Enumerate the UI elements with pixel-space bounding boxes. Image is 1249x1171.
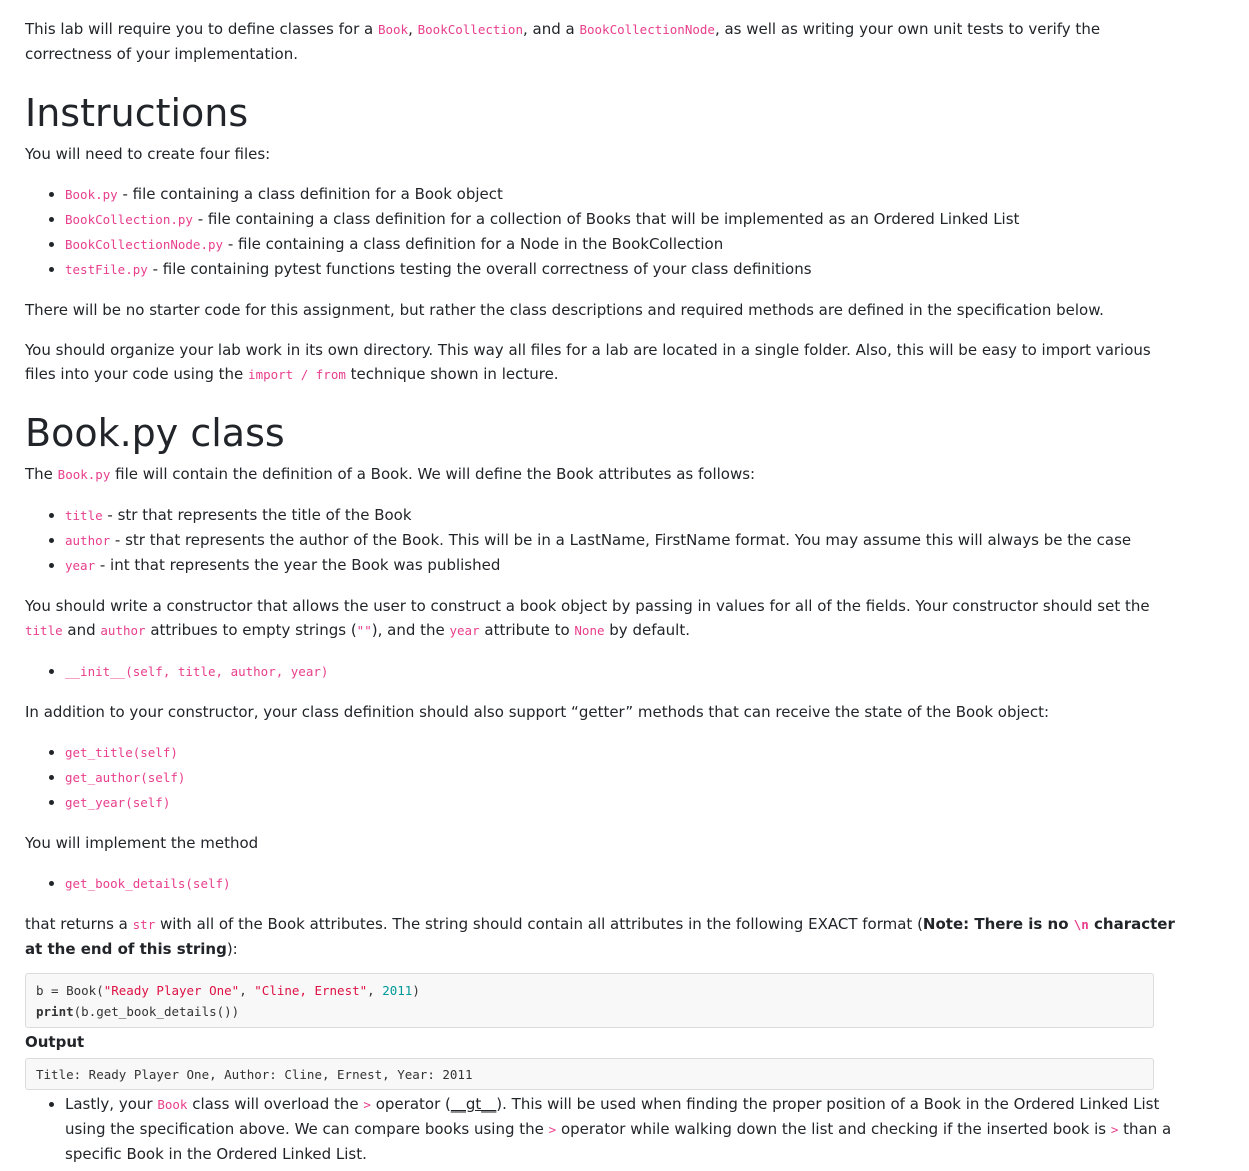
inline-code: year xyxy=(449,623,480,638)
list-item-text: - str that represents the title of the Book xyxy=(102,506,412,524)
inline-code: author xyxy=(100,623,146,638)
list-item-text: - file containing a class definition for a collection of Books that will be implemented as an Ordered Linked List xyxy=(192,210,1020,228)
bold-text: character at the end of this string xyxy=(25,915,1175,958)
inline-code: title xyxy=(25,623,63,638)
bookpy-lead xyxy=(25,462,1175,487)
paragraph-text: The xyxy=(25,465,58,483)
implement-lead: You will implement the method xyxy=(25,834,259,852)
getters-lead: In addition to your constructor, your class definition should also support “getter” methods that can receive the state of the Book object: xyxy=(25,703,1050,721)
paragraph-text: with all of the Book attributes. The string should contain all attributes in the following EXACT format ( xyxy=(155,915,923,933)
intro-text: , as well as writing your own unit tests to verify the correctness of your implementation. xyxy=(25,20,1101,63)
inline-code: BookCollection xyxy=(417,22,523,37)
intro-text: , xyxy=(408,20,418,38)
paragraph-text: You should write a constructor that allows the user to construct a book object by passing in values for all of the fields. Your constructor should set the xyxy=(25,597,1150,615)
list-item-text: operator ( xyxy=(370,1095,451,1113)
intro-text: This lab will require you to define classes for a xyxy=(25,20,378,38)
code-token: , xyxy=(239,983,255,998)
starter-paragraph: There will be no starter code for this assignment, but rather the class descriptions and required methods are defined in the specification below. xyxy=(25,301,1104,319)
inline-code: > xyxy=(1110,1122,1119,1137)
inline-code: Book.py xyxy=(65,187,118,202)
list-item-text: - file containing pytest functions testing the overall correctness of your class definitions xyxy=(147,260,812,278)
paragraph-text: You should organize your lab work in its own directory. This way all files for a lab are located in a single folder. Also, this will be easy to import various files into your code using the xyxy=(25,341,1151,383)
list-item xyxy=(65,503,1175,528)
attributes-list xyxy=(25,503,1175,578)
list-item xyxy=(65,1092,1175,1166)
files-list xyxy=(25,182,1175,282)
list-item xyxy=(65,765,1175,790)
list-item xyxy=(65,871,1175,896)
code-string: "Ready Player One" xyxy=(103,983,240,998)
code-token: ) xyxy=(412,983,420,998)
inline-code: __init__(self, title, author, year) xyxy=(65,664,329,679)
inline-code: import / from xyxy=(248,367,346,382)
inline-code: "" xyxy=(356,623,372,638)
inline-code: get_author(self) xyxy=(65,770,186,785)
instructions-lead: You will need to create four files: xyxy=(25,145,271,163)
paragraph-text: file will contain the definition of a Book. We will define the Book attributes as follows: xyxy=(110,465,756,483)
code-token: (b.get_book_details()) xyxy=(73,1004,240,1019)
list-item-text: class will overload the xyxy=(187,1095,364,1113)
intro-text: , and a xyxy=(522,20,580,38)
code-token: b = Book( xyxy=(36,983,104,998)
returns-paragraph xyxy=(25,912,1175,961)
code-number: 2011 xyxy=(382,983,413,998)
output-block: Title: Ready Player One, Author: Cline, Ernest, Year: 2011 xyxy=(25,1058,1154,1090)
list-item-text: - file containing a class definition for a Book object xyxy=(117,185,503,203)
paragraph-text: that returns a xyxy=(25,915,133,933)
lastly-list xyxy=(25,1092,1175,1166)
list-item-text: ). This will be used when finding the proper position of a Book in the Ordered Linked List using the specification above. We can compare books using the xyxy=(65,1095,1160,1138)
paragraph-text: ): xyxy=(226,940,238,958)
list-item xyxy=(65,257,1175,282)
inline-code: Book.py xyxy=(57,467,111,482)
list-item-text: - str that represents the author of the Book. This will be in a LastName, FirstName format. You may assume this will always be the case xyxy=(110,531,1132,549)
list-item xyxy=(65,659,1175,684)
list-item xyxy=(65,740,1175,765)
inline-code: BookCollection.py xyxy=(65,212,193,227)
details-list xyxy=(25,871,1175,896)
code-keyword: print xyxy=(36,1004,74,1019)
paragraph-text: by default. xyxy=(604,621,690,639)
paragraph-text: technique shown in lecture. xyxy=(345,365,559,383)
code-token: , xyxy=(367,983,383,998)
list-item xyxy=(65,790,1175,815)
inline-code: author xyxy=(65,533,111,548)
output-label: Output xyxy=(25,1033,85,1051)
inline-code: get_title(self) xyxy=(65,745,178,760)
code-block xyxy=(25,973,1154,1028)
list-item xyxy=(65,528,1175,553)
paragraph-text: attribues to empty strings ( xyxy=(145,621,357,639)
paragraph-text: attribute to xyxy=(479,621,575,639)
inline-code: > xyxy=(548,1122,557,1137)
list-item xyxy=(65,232,1175,257)
organize-paragraph xyxy=(25,338,1175,387)
constructor-paragraph xyxy=(25,594,1175,643)
inline-code: BookCollectionNode.py xyxy=(65,237,224,252)
intro-paragraph xyxy=(25,17,1175,66)
list-item-text: than a specific Book in the Ordered Linked List. xyxy=(65,1120,1172,1163)
constructor-list xyxy=(25,659,1175,684)
bookpy-heading: Book.py class xyxy=(25,411,285,455)
paragraph-text: and xyxy=(62,621,101,639)
inline-code: None xyxy=(574,623,605,638)
bold-text: Note: There is no xyxy=(922,915,1074,933)
code-string: "Cline, Ernest" xyxy=(254,983,368,998)
underlined-text: __gt__ xyxy=(450,1095,497,1113)
list-item-text: - file containing a class definition for a Node in the BookCollection xyxy=(223,235,724,253)
instructions-heading: Instructions xyxy=(25,91,249,135)
list-item xyxy=(65,182,1175,207)
inline-code: title xyxy=(65,508,103,523)
inline-code: testFile.py xyxy=(65,262,148,277)
list-item xyxy=(65,553,1175,578)
inline-code: Book xyxy=(377,22,409,37)
list-item xyxy=(65,207,1175,232)
inline-code: get_book_details(self) xyxy=(65,876,231,891)
list-item-text: Lastly, your xyxy=(65,1095,158,1113)
inline-code: \n xyxy=(1073,917,1089,932)
inline-code: str xyxy=(132,917,156,932)
inline-code: > xyxy=(363,1097,371,1112)
getters-list xyxy=(25,740,1175,815)
inline-code: year xyxy=(65,558,96,573)
list-item-text: - int that represents the year the Book was published xyxy=(95,556,501,574)
inline-code: Book xyxy=(157,1097,188,1112)
paragraph-text: ), and the xyxy=(371,621,450,639)
inline-code: get_year(self) xyxy=(65,795,171,810)
list-item-text: operator while walking down the list and checking if the inserted book is xyxy=(556,1120,1111,1138)
inline-code: BookCollectionNode xyxy=(579,22,715,37)
